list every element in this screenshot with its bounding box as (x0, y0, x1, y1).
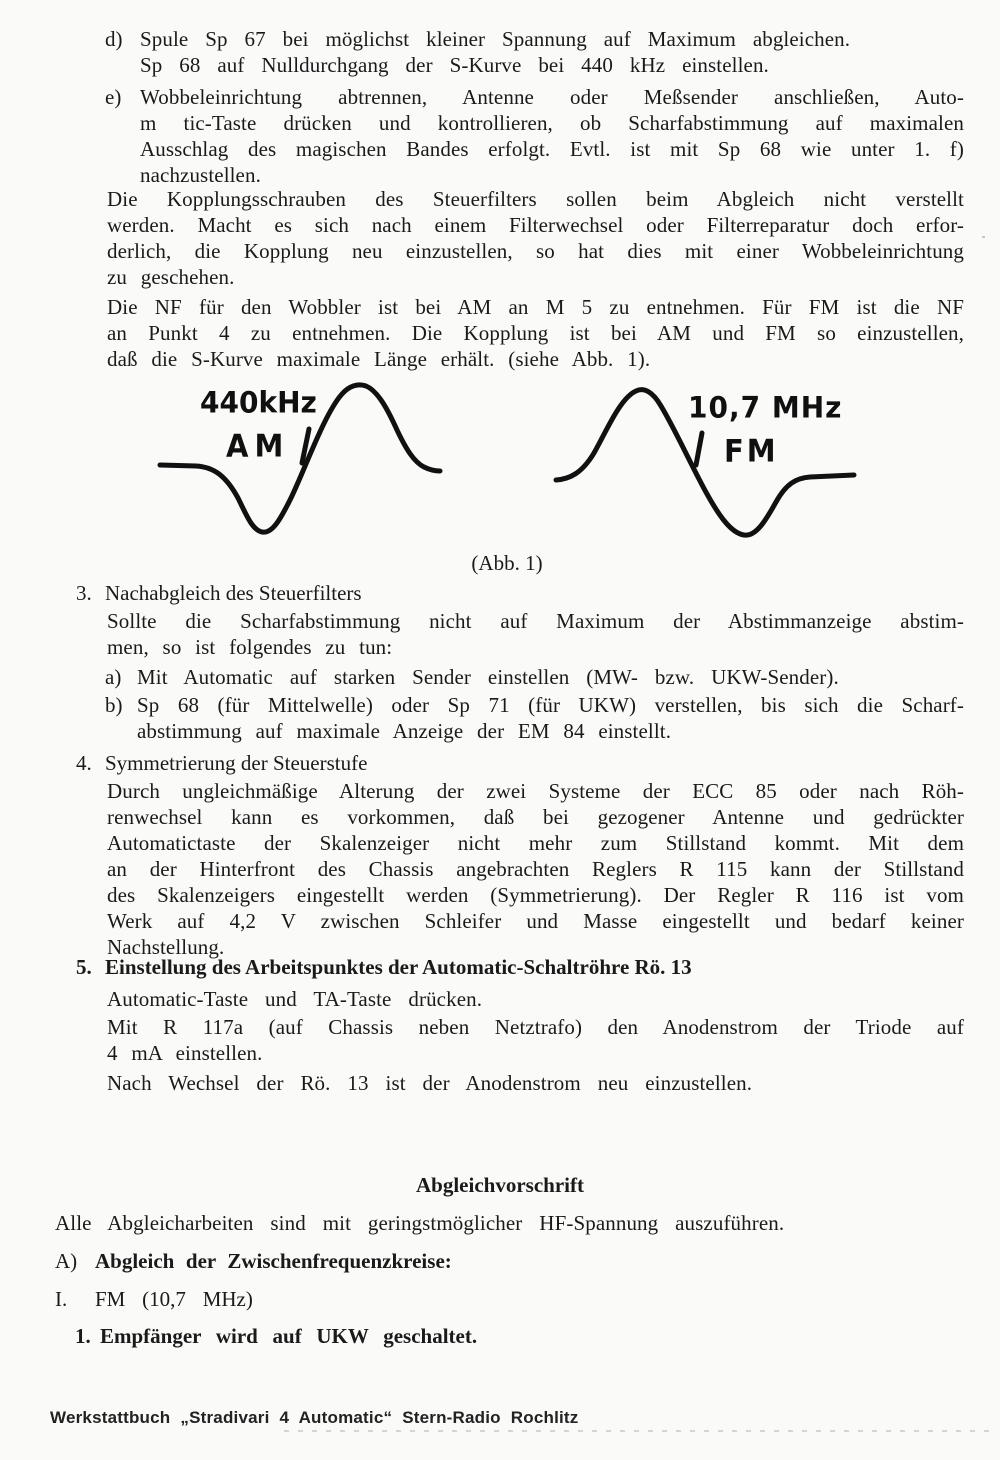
text-line: Mit R 117a (auf Chassis neben Netztrafo) den Anodenstrom der Triode auf (107, 1015, 964, 1039)
text-line: 4 mA einstellen. (107, 1041, 263, 1065)
item-1-marker: 1. (75, 1324, 91, 1348)
section-4-paragraph (107, 778, 964, 960)
text-line: Die Kopplungsschrauben des Steuerfilters sollen beim Abgleich nicht verstellt (107, 187, 964, 211)
text-line: Sollte die Scharfabstimmung nicht auf Maximum der Abstimmanzeige abstim- (107, 609, 964, 633)
paragraph-nf (107, 294, 964, 372)
list-item-a-text (137, 664, 964, 690)
text-line: Nach Wechsel der Rö. 13 ist der Anodenstrom neu einzustellen. (107, 1071, 753, 1095)
abgleichvorschrift-heading: Abgleichvorschrift (416, 1173, 584, 1197)
text-line: abstimmung auf maximale Anzeige der EM 84 einstellt. (137, 719, 672, 743)
text-line: zu geschehen. (107, 265, 235, 289)
text-line: men, so ist folgendes zu tun: (107, 635, 393, 659)
text-line: Nachstellung. (107, 935, 225, 959)
scan-cutoff-line-artifact (284, 1430, 996, 1432)
text-line: Wobbeleinrichtung abtrennen, Antenne oder Meßsender anschließen, Auto- (140, 85, 964, 109)
text-line: Sp 68 auf Nulldurchgang der S-Kurve bei 440 kHz einstellen. (140, 53, 769, 77)
text-line: des Skalenzeigers eingestellt werden (Symmetrierung). Der Regler R 116 ist vom (107, 883, 964, 907)
footer-workshop-book: Werkstattbuch „Stradivari 4 Automatic“ Stern-Radio Rochlitz (50, 1408, 579, 1427)
list-marker-b: b) (105, 693, 123, 717)
text-line: Alle Abgleicharbeiten sind mit geringstmöglicher HF-Spannung auszuführen. (55, 1211, 785, 1235)
text-line: Werk auf 4,2 V zwischen Schleifer und Masse eingestellt und bedarf keiner (107, 909, 964, 933)
section-3-intro (107, 608, 964, 660)
list-marker-a: a) (105, 665, 122, 689)
item-I-marker: I. (55, 1287, 68, 1311)
paragraph-kopplung (107, 186, 964, 290)
section-5-number: 5. (76, 955, 92, 979)
text-line: Die NF für den Wobbler ist bei AM an M 5 zu entnehmen. Für FM ist die NF (107, 295, 964, 319)
list-item-b-text (137, 692, 964, 744)
fm-zero-cross-tick (696, 433, 702, 465)
figure-abb1 (140, 372, 880, 554)
figure-caption: (Abb. 1) (471, 551, 543, 575)
section-5-title: Einstellung des Arbeitspunktes der Automatic-Schaltröhre Rö. 13 (105, 955, 692, 979)
section-3-number: 3. (76, 581, 92, 605)
text-line: an der Hinterfront des Chassis angebrachten Reglers R 115 kann der Stillstand (107, 857, 964, 881)
text-line: Sp 68 (für Mittelwelle) oder Sp 71 (für UKW) verstellen, bis sich die Scharf- (137, 693, 964, 717)
section-4-number: 4. (76, 751, 92, 775)
fm-band-label: FM (724, 432, 779, 470)
text-line: daß die S-Kurve maximale Länge erhält. (siehe Abb. 1). (107, 347, 651, 371)
item-A-marker: A) (55, 1249, 78, 1273)
text-line: renwechsel kann es vorkommen, daß bei gezogener Antenne und gedrückter (107, 805, 964, 829)
scan-speck (982, 236, 985, 238)
list-item-e-text (140, 84, 964, 188)
item-I-title: FM (10,7 MHz) (95, 1287, 253, 1311)
am-frequency-label: 440kHz (200, 384, 317, 420)
text-line: derlich, die Kopplung neu einzustellen, so hat dies mit einer Wobbeleinrichtung (107, 239, 964, 263)
text-line: Mit Automatic auf starken Sender einstellen (MW- bzw. UKW-Sender). (137, 665, 839, 689)
text-line: Automatic-Taste und TA-Taste drücken. (107, 987, 483, 1011)
am-band-label: AM (226, 427, 290, 465)
text-line: werden. Macht es sich nach einem Filterwechsel oder Filterreparatur doch erfor- (107, 213, 964, 237)
text-line: Ausschlag des magischen Bandes erfolgt. Evtl. ist mit Sp 68 wie unter 1. f) (140, 137, 964, 161)
list-marker-e: e) (105, 85, 122, 109)
section-5-paragraph (107, 1014, 964, 1066)
item-A-title: Abgleich der Zwischenfrequenzkreise: (95, 1249, 452, 1273)
section-5-line3 (107, 1070, 964, 1096)
list-marker-d: d) (105, 27, 123, 51)
fm-frequency-label: 10,7 MHz (688, 389, 843, 425)
item-1-text: Empfänger wird auf UKW geschaltet. (100, 1324, 478, 1348)
text-line: Spule Sp 67 bei möglichst kleiner Spannung auf Maximum abgleichen. (140, 27, 851, 51)
list-item-d-text (140, 26, 964, 78)
text-line: an Punkt 4 zu entnehmen. Die Kopplung ist bei AM und FM so einzustellen, (107, 321, 964, 345)
text-line: nachzustellen. (140, 163, 261, 187)
text-line: m tic-Taste drücken und kontrollieren, ob Scharfabstimmung auf maximalen (140, 111, 964, 135)
section-4-title: Symmetrierung der Steuerstufe (105, 751, 368, 775)
section-5-line1 (107, 986, 964, 1012)
section-3-title: Nachabgleich des Steuerfilters (105, 581, 362, 605)
text-line: Automatictaste der Skalenzeiger nicht mehr zum Stillstand kommt. Mit dem (107, 831, 964, 855)
text-line: Durch ungleichmäßige Alterung der zwei Systeme der ECC 85 oder nach Röh- (107, 779, 964, 803)
